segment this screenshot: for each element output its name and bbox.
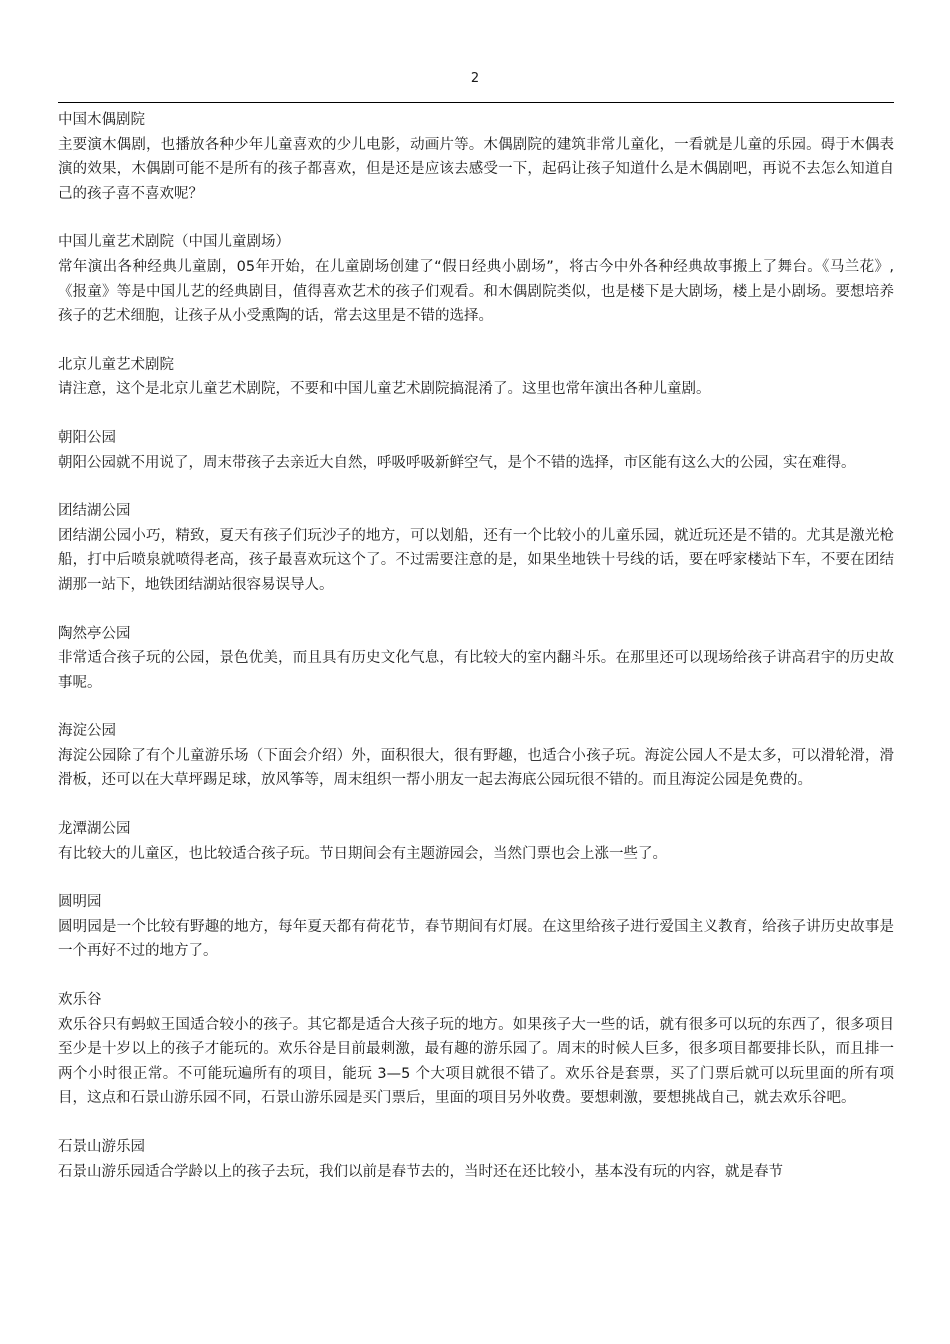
section-text: 请注意，这个是北京儿童艺术剧院，不要和中国儿童艺术剧院搞混淆了。这里也常年演出各种儿童剧。 [58, 381, 711, 398]
section-haidian-park [58, 719, 894, 793]
section-happy-valley [58, 988, 894, 1111]
section-text: 海淀公园除了有个儿童游乐场（下面会介绍）外，面积很大，很有野趣，也适合小孩子玩。海淀公园人不是太多，可以滑轮滑，滑滑板，还可以在大草坪踢足球，放风筝等，周末组织一帮小朋友一起去海底公园玩很不错的。而且海淀公园是免费的。 [58, 747, 894, 789]
section-text: 欢乐谷只有蚂蚁王国适合较小的孩子。其它都是适合大孩子玩的地方。如果孩子大一些的话，就有很多可以玩的东西了，很多项目至少是十岁以上的孩子才能玩的。欢乐谷是目前最刺激，最有趣的游乐园了。周末的时候人巨多，很多项目都要排长队，而且排一两个小时很正常。不可能玩遍所有的项目，能玩 3—5 个大项目就很不错了。欢乐谷是套票，买了门票后就可以玩里面的所有项目，这点和石景山游乐园不同，石景山游乐园是买门票后，里面的项目另外收费。要想刺激，要想挑战自己，就去欢乐谷吧。 [58, 1016, 894, 1107]
section-text: 朝阳公园就不用说了，周末带孩子去亲近大自然，呼吸呼吸新鲜空气，是个不错的选择，市区能有这么大的公园，实在难得。 [58, 454, 856, 471]
section-text: 常年演出各种经典儿童剧，05年开始，在儿童剧场创建了“假日经典小剧场”，将古今中外各种经典故事搬上了舞台。《马兰花》,《报童》等是中国儿艺的经典剧目，值得喜欢艺术的孩子们观看。和木偶剧院类似，也是楼下是大剧场，楼上是小剧场。要想培养孩子的艺术细胞，让孩子从小受熏陶的话，常去这里是不错的选择。 [58, 258, 894, 325]
section-title: 中国木偶剧院 [58, 112, 145, 128]
section-text: 石景山游乐园适合学龄以上的孩子去玩，我们以前是春节去的，当时还在还比较小，基本没有玩的内容，就是春节 [58, 1163, 783, 1180]
section-title: 海淀公园 [58, 723, 116, 740]
section-yuanmingyuan [58, 890, 894, 964]
page-number: 2 [470, 71, 480, 86]
section-china-children-art-theater [58, 230, 894, 328]
section-title: 欢乐谷 [58, 992, 102, 1009]
header-divider [58, 102, 894, 103]
section-title: 龙潭湖公园 [58, 821, 131, 838]
section-shijingshan-amusement-park [58, 1135, 894, 1184]
section-text: 团结湖公园小巧，精致，夏天有孩子们玩沙子的地方，可以划船，还有一个比较小的儿童乐园，就近玩还是不错的。尤其是激光枪船，打中后喷泉就喷得老高，孩子最喜欢玩这个了。不过需要注意的是，如果坐地铁十号线的话，要在呼家楼站下车，不要在团结湖那一站下，地铁团结湖站很容易误导人。 [58, 527, 894, 593]
section-title: 朝阳公园 [58, 429, 116, 446]
section-text: 圆明园是一个比较有野趣的地方，每年夏天都有荷花节，春节期间有灯展。在这里给孩子进行爱国主义教育，给孩子讲历史故事是一个再好不过的地方了。 [58, 918, 894, 960]
section-longtanhu-park [58, 817, 894, 866]
document-body [58, 108, 894, 1208]
section-title: 陶然亭公园 [58, 625, 131, 642]
section-text: 主要演木偶剧，也播放各种少年儿童喜欢的少儿电影，动画片等。木偶剧院的建筑非常儿童化，一看就是儿童的乐园。碍于木偶表演的效果，木偶剧可能不是所有的孩子都喜欢，但是还是应该去感受一下，起码让孩子知道什么是木偶剧吧，再说不去怎么知道自己的孩子喜不喜欢呢？ [58, 136, 894, 202]
section-taoranting-park [58, 622, 894, 696]
section-title: 石景山游乐园 [58, 1139, 145, 1155]
section-title: 中国儿童艺术剧院（中国儿童剧场） [58, 234, 290, 251]
section-puppet-theater [58, 108, 894, 206]
section-text: 有比较大的儿童区，也比较适合孩子玩。节日期间会有主题游园会，当然门票也会上涨一些了。 [58, 845, 667, 862]
section-chaoyang-park [58, 426, 894, 475]
section-text: 非常适合孩子玩的公园，景色优美，而且具有历史文化气息，有比较大的室内翻斗乐。在那里还可以现场给孩子讲高君宇的历史故事呢。 [58, 650, 894, 691]
section-title: 圆明园 [58, 894, 102, 911]
section-tuanjiehu-park [58, 499, 894, 597]
section-title: 团结湖公园 [58, 503, 131, 520]
section-title: 北京儿童艺术剧院 [58, 356, 174, 373]
section-beijing-children-art-theater [58, 353, 894, 402]
